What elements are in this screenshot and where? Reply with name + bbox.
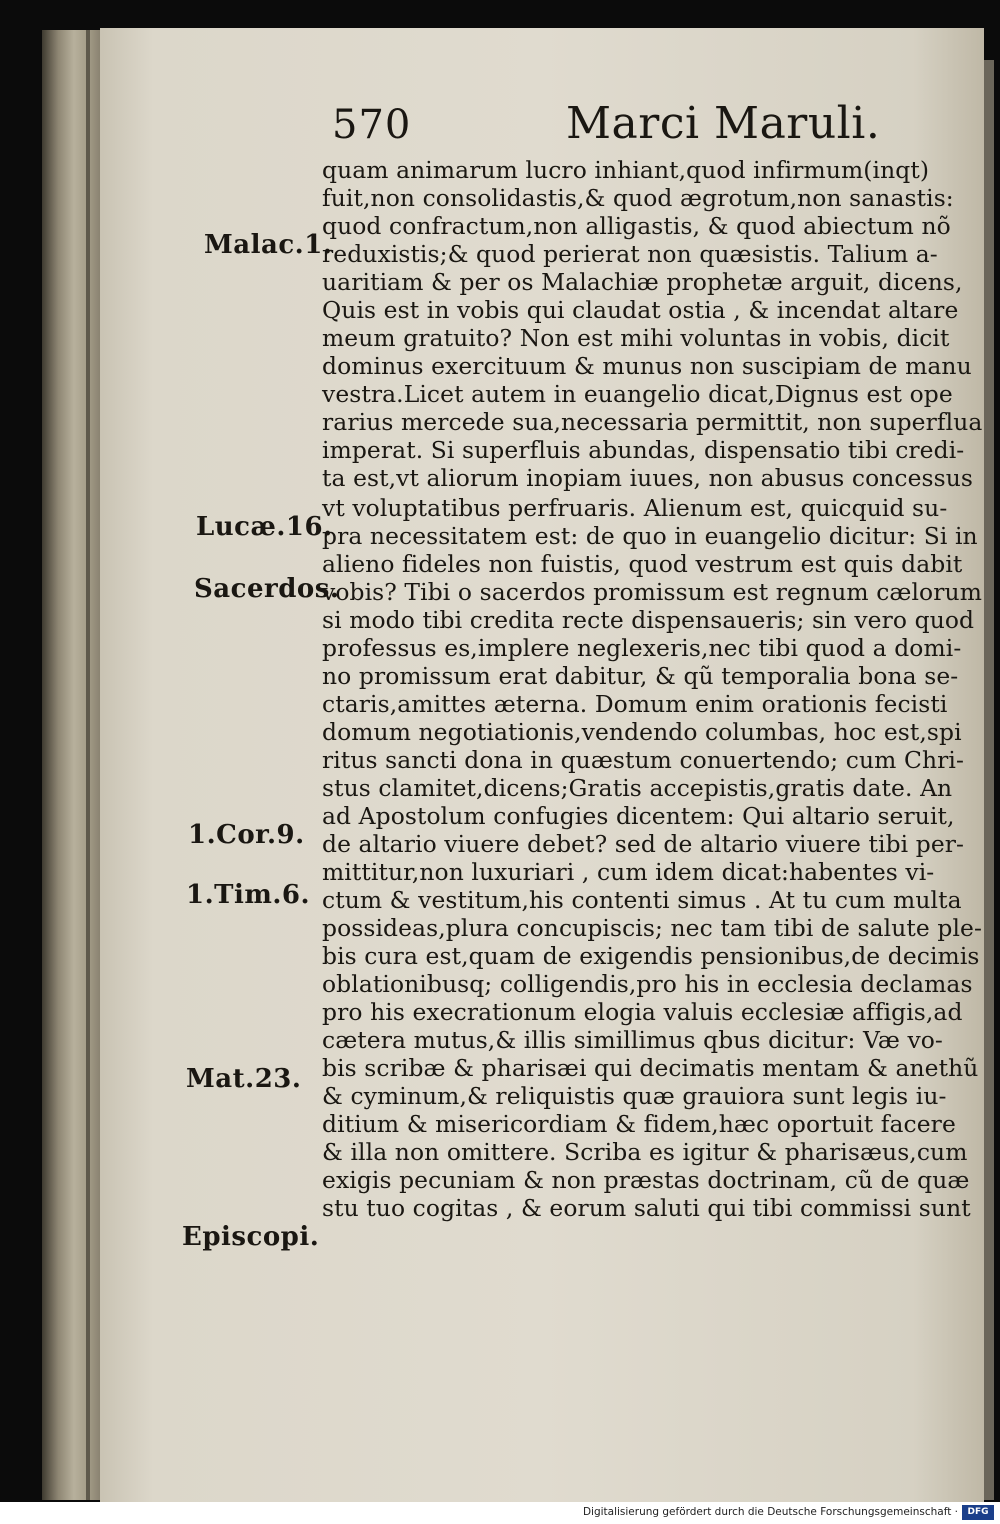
text-line: domum negotiationis,vendendo columbas, hoc est,spi <box>322 718 962 746</box>
margin-note-sacerdos: Sacerdos. <box>194 574 340 604</box>
text-line: ditium & misericordiam & fidem,hæc oportuit facere <box>322 1110 956 1138</box>
margin-note-luke: Lucæ.16. <box>196 512 333 542</box>
text-line: pra necessitatem est: de quo in euangelio dicitur: Si in <box>322 522 978 550</box>
funding-credit: Digitalisierung gefördert durch die Deutsche Forschungsgemeinschaft · <box>582 1506 958 1518</box>
page-edge <box>984 60 994 1500</box>
running-title: Marci Maruli. <box>566 98 881 149</box>
text-line: Quis est in vobis qui claudat ostia , & incendat altare <box>322 296 959 324</box>
text-line: si modo tibi credita recte dispensaueris; sin vero quod <box>322 606 975 634</box>
book-spine <box>42 30 100 1500</box>
text-line: professus es,implere neglexeris,nec tibi quod a domi- <box>322 634 962 662</box>
text-line: stu tuo cogitas , & eorum saluti qui tibi commissi sunt <box>322 1194 971 1222</box>
text-line: rarius mercede sua,necessaria permittit, non superflua <box>322 408 983 436</box>
margin-note-malachi: Malac.1. <box>204 230 333 260</box>
margin-note-matthew: Mat.23. <box>186 1064 302 1094</box>
text-line: oblationibusq; colligendis,pro his in ecclesia declamas <box>322 970 973 998</box>
text-line: reduxistis;& quod perierat non quæsistis. Talium a- <box>322 240 938 268</box>
text-line: de altario viuere debet? sed de altario viuere tibi per- <box>322 830 965 858</box>
margin-note-corinthians: 1.Cor.9. <box>188 820 305 850</box>
text-line: & illa non omittere. Scriba es igitur & pharisæus,cum <box>322 1138 968 1166</box>
margin-note-episcopi: Episcopi. <box>182 1222 320 1252</box>
dfg-logo: DFG <box>962 1505 994 1520</box>
text-line: vobis? Tibi o sacerdos promissum est regnum cælorum <box>322 578 982 606</box>
text-line: stus clamitet,dicens;Gratis accepistis,gratis date. An <box>322 774 953 802</box>
text-line: quod confractum,non alligastis, & quod abiectum nõ <box>322 212 951 240</box>
text-line: dominus exercituum & munus non suscipiam de manu <box>322 352 972 380</box>
digitization-footer <box>0 1502 1000 1524</box>
text-line: ctum & vestitum,his contenti simus . At tu cum multa <box>322 886 962 914</box>
text-line: & cyminum,& reliquistis quæ grauiora sunt legis iu- <box>322 1082 947 1110</box>
text-line: vestra.Licet autem in euangelio dicat,Dignus est ope <box>322 380 953 408</box>
text-line: ta est,vt aliorum inopiam iuues, non abusus concessus <box>322 464 974 492</box>
text-line: quam animarum lucro inhiant,quod infirmum(inqt) <box>322 156 930 184</box>
text-line: ctaris,amittes æterna. Domum enim orationis fecisti <box>322 690 948 718</box>
text-line: possideas,plura concupiscis; nec tam tibi de salute ple- <box>322 914 982 942</box>
margin-note-timothy: 1.Tim.6. <box>186 880 311 910</box>
text-line: pro his execrationum elogia valuis ecclesiæ affigis,ad <box>322 998 963 1026</box>
page-number: 570 <box>332 102 412 148</box>
text-line: fuit,non consolidastis,& quod ægrotum,non sanastis: <box>322 184 954 212</box>
text-line: meum gratuito? Non est mihi voluntas in vobis, dicit <box>322 324 950 352</box>
text-line: imperat. Si superfluis abundas, dispensatio tibi credi- <box>322 436 965 464</box>
text-line: bis cura est,quam de exigendis pensionibus,de decimis <box>322 942 980 970</box>
text-line: alieno fideles non fuistis, quod vestrum est quis dabit <box>322 550 963 578</box>
text-line: vt voluptatibus perfruaris. Alienum est, quicquid su- <box>322 494 948 522</box>
text-line: ritus sancti dona in quæstum conuertendo; cum Chri- <box>322 746 965 774</box>
text-line: mittitur,non luxuriari , cum idem dicat:habentes vi- <box>322 858 935 886</box>
text-line: cætera mutus,& illis simillimus qbus dicitur: Væ vo- <box>322 1026 943 1054</box>
spine-shadow <box>86 30 90 1500</box>
text-line: no promissum erat dabitur, & qũ temporalia bona se- <box>322 662 959 690</box>
text-line: exigis pecuniam & non præstas doctrinam, cũ de quæ <box>322 1166 970 1194</box>
text-line: uaritiam & per os Malachiæ prophetæ arguit, dicens, <box>322 268 963 296</box>
text-line: bis scribæ & pharisæi qui decimatis mentam & anethũ <box>322 1054 979 1082</box>
text-line: ad Apostolum confugies dicentem: Qui altario seruit, <box>322 802 955 830</box>
